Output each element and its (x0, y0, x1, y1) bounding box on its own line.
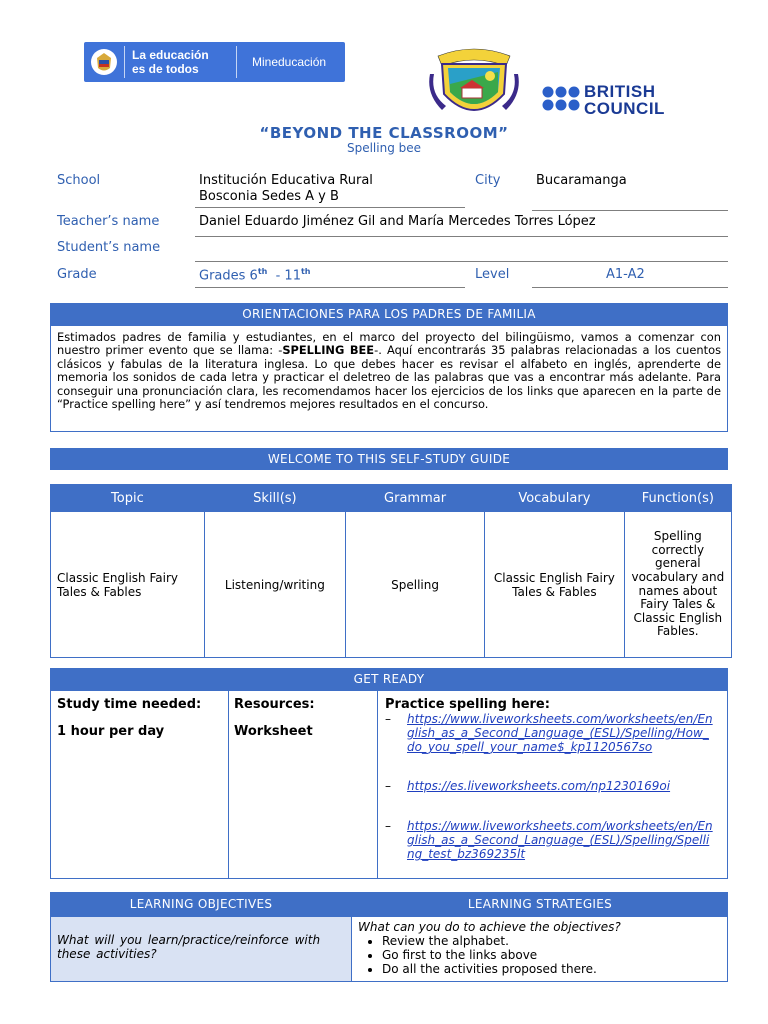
grade-sup1: th (257, 267, 268, 276)
colombia-crest-icon (90, 48, 118, 76)
strategies-list (362, 934, 597, 976)
bc-line2: COUNCIL (584, 99, 665, 118)
practice-link-3[interactable] (407, 819, 713, 862)
city-label: City (475, 173, 501, 188)
objectives-left-cell (50, 916, 352, 982)
col-functions: Function(s) (624, 485, 731, 512)
study-time-label: Study time needed: (57, 697, 202, 712)
get-ready-box (50, 690, 728, 879)
list-item: • Do all the activities proposed there. (382, 962, 597, 976)
school-underline (195, 207, 465, 208)
school-crest-logo (428, 44, 520, 122)
link-dash-2: – (385, 779, 391, 793)
welcome-heading: WELCOME TO THIS SELF-STUDY GUIDE (50, 448, 728, 470)
learning-objectives-heading: LEARNING OBJECTIVES (50, 892, 352, 916)
strategies-question: What can you do to achieve the objectives? (358, 920, 621, 934)
mined-divider (124, 46, 125, 78)
mined-text-line1: La educación (132, 48, 209, 62)
city-value: Bucaramanga (536, 173, 627, 188)
grade-underline (195, 287, 465, 288)
link-dash-1: – (385, 712, 391, 726)
grade-value (199, 267, 311, 283)
get-ready-divider-1 (228, 691, 229, 878)
resources-label: Resources: (234, 697, 315, 712)
col-skills: Skill(s) (204, 485, 345, 512)
bc-line1: BRITISH (584, 82, 656, 101)
level-label: Level (475, 267, 510, 282)
cell-grammar: Spelling (346, 512, 485, 658)
british-council-logo (540, 82, 680, 120)
orientaciones-box (50, 325, 728, 432)
practice-link-3-anchor[interactable]: https://www.liveworksheets.com/worksheets/en/English_as_a_Second_Language_(ESL)/Spelling/Spelling_test_bz369235lt (407, 819, 713, 862)
teacher-value: Daniel Eduardo Jiménez Gil and María Mercedes Torres López (199, 214, 596, 229)
practice-link-1-anchor[interactable]: https://www.liveworksheets.com/worksheets/en/English_as_a_Second_Language_(ESL)/Spelling/How_do_you_spell_your_name$_kp1120567so (407, 712, 713, 755)
mineducacion-logo (84, 42, 345, 82)
col-grammar: Grammar (346, 485, 485, 512)
practice-link-2[interactable] (407, 779, 713, 793)
grade-pre: Grades 6 (199, 268, 258, 284)
practice-link-1[interactable] (407, 712, 713, 755)
practice-label: Practice spelling here: (385, 697, 550, 712)
school-label: School (57, 173, 101, 188)
level-value: A1-A2 (606, 267, 645, 282)
grade-sup2: th (300, 267, 311, 276)
cell-vocabulary: Classic English Fairy Tales & Fables (485, 512, 625, 658)
mined-text-right: Mineducación (252, 55, 327, 69)
grade-label: Grade (57, 267, 97, 282)
student-underline (195, 261, 728, 262)
cell-skills: Listening/writing (204, 512, 345, 658)
list-item: • Go first to the links above (382, 948, 597, 962)
col-topic: Topic (51, 485, 205, 512)
learning-strategies-heading: LEARNING STRATEGIES (352, 892, 728, 916)
col-vocabulary: Vocabulary (485, 485, 625, 512)
study-time-value: 1 hour per day (57, 724, 165, 739)
student-value[interactable] (199, 240, 719, 256)
table-row (51, 512, 732, 658)
student-label: Student’s name (57, 240, 161, 255)
strategies-right-cell (351, 916, 728, 982)
school-value-1: Institución Educativa Rural (199, 173, 373, 188)
orientaciones-text-bold: SPELLING BEE (282, 343, 375, 358)
city-underline (532, 210, 728, 211)
grade-mid: - 11 (267, 268, 301, 284)
british-council-dots-icon (542, 86, 580, 116)
teacher-underline (195, 236, 728, 237)
resources-value: Worksheet (234, 724, 313, 739)
get-ready-divider-2 (377, 691, 378, 878)
objectives-question: What will you learn/practice/reinforce with these activities? (57, 933, 321, 961)
mined-divider-2 (236, 46, 237, 78)
orientaciones-heading: ORIENTACIONES PARA LOS PADRES DE FAMILIA (50, 303, 728, 325)
orientaciones-text (57, 331, 721, 411)
level-underline (532, 287, 728, 288)
cell-functions: Spelling correctly general vocabulary and names about Fairy Tales & Classic English Fables. (624, 512, 731, 658)
get-ready-heading: GET READY (50, 668, 728, 690)
page-title: “BEYOND THE CLASSROOM” (259, 124, 509, 142)
teacher-label: Teacher’s name (57, 214, 160, 229)
school-value-2: Bosconia Sedes A y B (199, 189, 339, 204)
guide-header-row (51, 485, 732, 512)
guide-table (50, 484, 732, 658)
cell-topic: Classic English Fairy Tales & Fables (51, 512, 205, 658)
orientaciones-text-2: -. Aquí encontrarás 35 palabras relacionadas a los cuentos clásicos y fabulas de la literatura inglesa. Lo que debes hacer es revisar el alfabeto en inglés, aprenderte de memoria los sonidos de cada letra y practicar el deletreo de las palabras que vas a encontrar más adelante. Para conseguir una pronunciación clara, les recomendamos hacer los ejercicios de los links que aparecen en la parte de “Practice spelling here” y así tendremos mejores resultados en el concurso. (57, 343, 721, 412)
link-dash-3: – (385, 819, 391, 833)
practice-link-2-anchor[interactable]: https://es.liveworksheets.com/np1230169oi (407, 779, 671, 793)
page-subtitle: Spelling bee (346, 141, 422, 155)
mined-text-line2: es de todos (132, 62, 199, 76)
list-item: • Review the alphabet. (382, 934, 597, 948)
orientaciones-text-1: Estimados padres de familia y estudiantes, en el marco del proyecto del bilingüismo, vamos a comenzar con nuestro primer evento que se llama: - (57, 330, 721, 358)
